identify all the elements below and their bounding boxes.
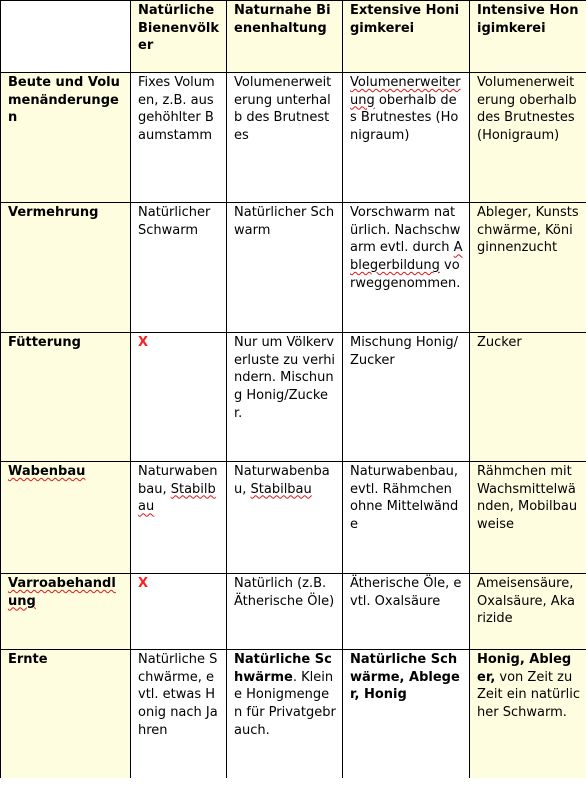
row-vermehrung (1, 203, 586, 333)
bold-text: Honig, Ableger, (477, 652, 572, 685)
row-futterung (1, 333, 586, 462)
cell-ernte-naturnah (227, 650, 343, 783)
column-header-naturliche-bienenvolker: Natürliche Bienenvölker (131, 1, 227, 73)
cell-varroa-naturlich (131, 574, 227, 650)
cell-text: . Kleine Honigmengen für Privatgebrauch. (234, 669, 336, 738)
cell-futterung-naturlich (131, 333, 227, 462)
cell-wabenbau-naturnah (227, 462, 343, 574)
spellcheck-word: Stabilbau (138, 481, 216, 515)
row-beute-und-volumenanderungen (1, 73, 586, 203)
cell-vermehrung-intensiv: Ableger, Kunstschwärme, Königinnenzucht (470, 203, 586, 333)
corner-cell (1, 1, 131, 73)
spellcheck-word: Ablegerbildung (350, 240, 463, 274)
cell-beute-naturlich: Fixes Volumen, z.B. ausgehöhlter Baumstamm (131, 73, 227, 203)
spellcheck-word: Varroabehandlung (8, 576, 116, 609)
cell-wabenbau-naturlich (131, 462, 227, 574)
bold-text: Natürliche Schwärme (234, 652, 332, 685)
row-header-beute: Beute und Volumenänderungen (1, 73, 131, 203)
spellcheck-word: Wabenbau (8, 464, 86, 479)
cell-futterung-intensiv: Zucker (470, 333, 586, 462)
cell-beute-extensiv (343, 73, 470, 203)
column-header-intensive-honigimkerei: Intensive Honigimkerei (470, 1, 586, 73)
cell-ernte-intensiv (470, 650, 586, 783)
column-header-naturnahe-bienenhaltung: Naturnahe Bienenhaltung (227, 1, 343, 73)
x-mark-icon: X (138, 335, 149, 350)
cell-beute-naturnah: Volumenerweiterung unterhalb des Brutnestes (227, 73, 343, 203)
row-varroabehandlung (1, 574, 586, 650)
page-bottom-edge (0, 778, 586, 785)
row-header-futterung: Fütterung (1, 333, 131, 462)
row-wabenbau (1, 462, 586, 574)
row-ernte (1, 650, 586, 783)
cell-wabenbau-extensiv: Naturwabenbau, evtl. Rähmchen ohne Mittelwände (343, 462, 470, 574)
row-header-ernte: Ernte (1, 650, 131, 783)
cell-wabenbau-intensiv: Rähmchen mit Wachsmittelwänden, Mobilbauweise (470, 462, 586, 574)
row-header-vermehrung: Vermehrung (1, 203, 131, 333)
cell-text: oberhalb des Brutnestes (Honigraum) (350, 92, 459, 144)
cell-futterung-extensiv: Mischung Honig/Zucker (343, 333, 470, 462)
spellcheck-word: Stabilbau (250, 481, 312, 497)
bold-text: Natürliche Schwärme, Ableger, Honig (350, 652, 460, 703)
column-header-extensive-honigimkerei: Extensive Honigimkerei (343, 1, 470, 73)
cell-text: Naturwabenbau, (138, 464, 218, 497)
cell-vermehrung-extensiv (343, 203, 470, 333)
x-mark-icon: X (138, 576, 149, 591)
cell-beute-intensiv: Volumenerweiterung oberhalb des Brutnestes (Honigraum) (470, 73, 586, 203)
cell-futterung-naturnah: Nur um Völkerverluste zu verhindern. Mischung Honig/Zucker. (227, 333, 343, 462)
cell-vermehrung-naturnah: Natürlicher Schwarm (227, 203, 343, 333)
header-row (1, 1, 586, 73)
cell-text: Vorschwarm natürlich. Nachschwarm evtl. durch (350, 205, 461, 256)
cell-text: vorweggenommen. (350, 258, 461, 291)
row-header-varroabehandlung (1, 574, 131, 650)
cell-varroa-naturnah: Natürlich (z.B. Ätherische Öle) (227, 574, 343, 650)
cell-ernte-extensiv (343, 650, 470, 783)
spellcheck-word: Volumenerweiterung (350, 75, 461, 108)
cell-ernte-naturlich: Natürliche Schwärme, evtl. etwas Honig nach Jahren (131, 650, 227, 783)
cell-text: Naturwabenbau, (234, 464, 330, 497)
row-header-wabenbau (1, 462, 131, 574)
cell-varroa-intensiv: Ameisensäure, Oxalsäure, Akarizide (470, 574, 586, 650)
cell-varroa-extensiv: Ätherische Öle, evtl. Oxalsäure (343, 574, 470, 650)
cell-text: von Zeit zu Zeit ein natürlicher Schwarm. (477, 669, 580, 721)
cell-vermehrung-naturlich: Natürlicher Schwarm (131, 203, 227, 333)
